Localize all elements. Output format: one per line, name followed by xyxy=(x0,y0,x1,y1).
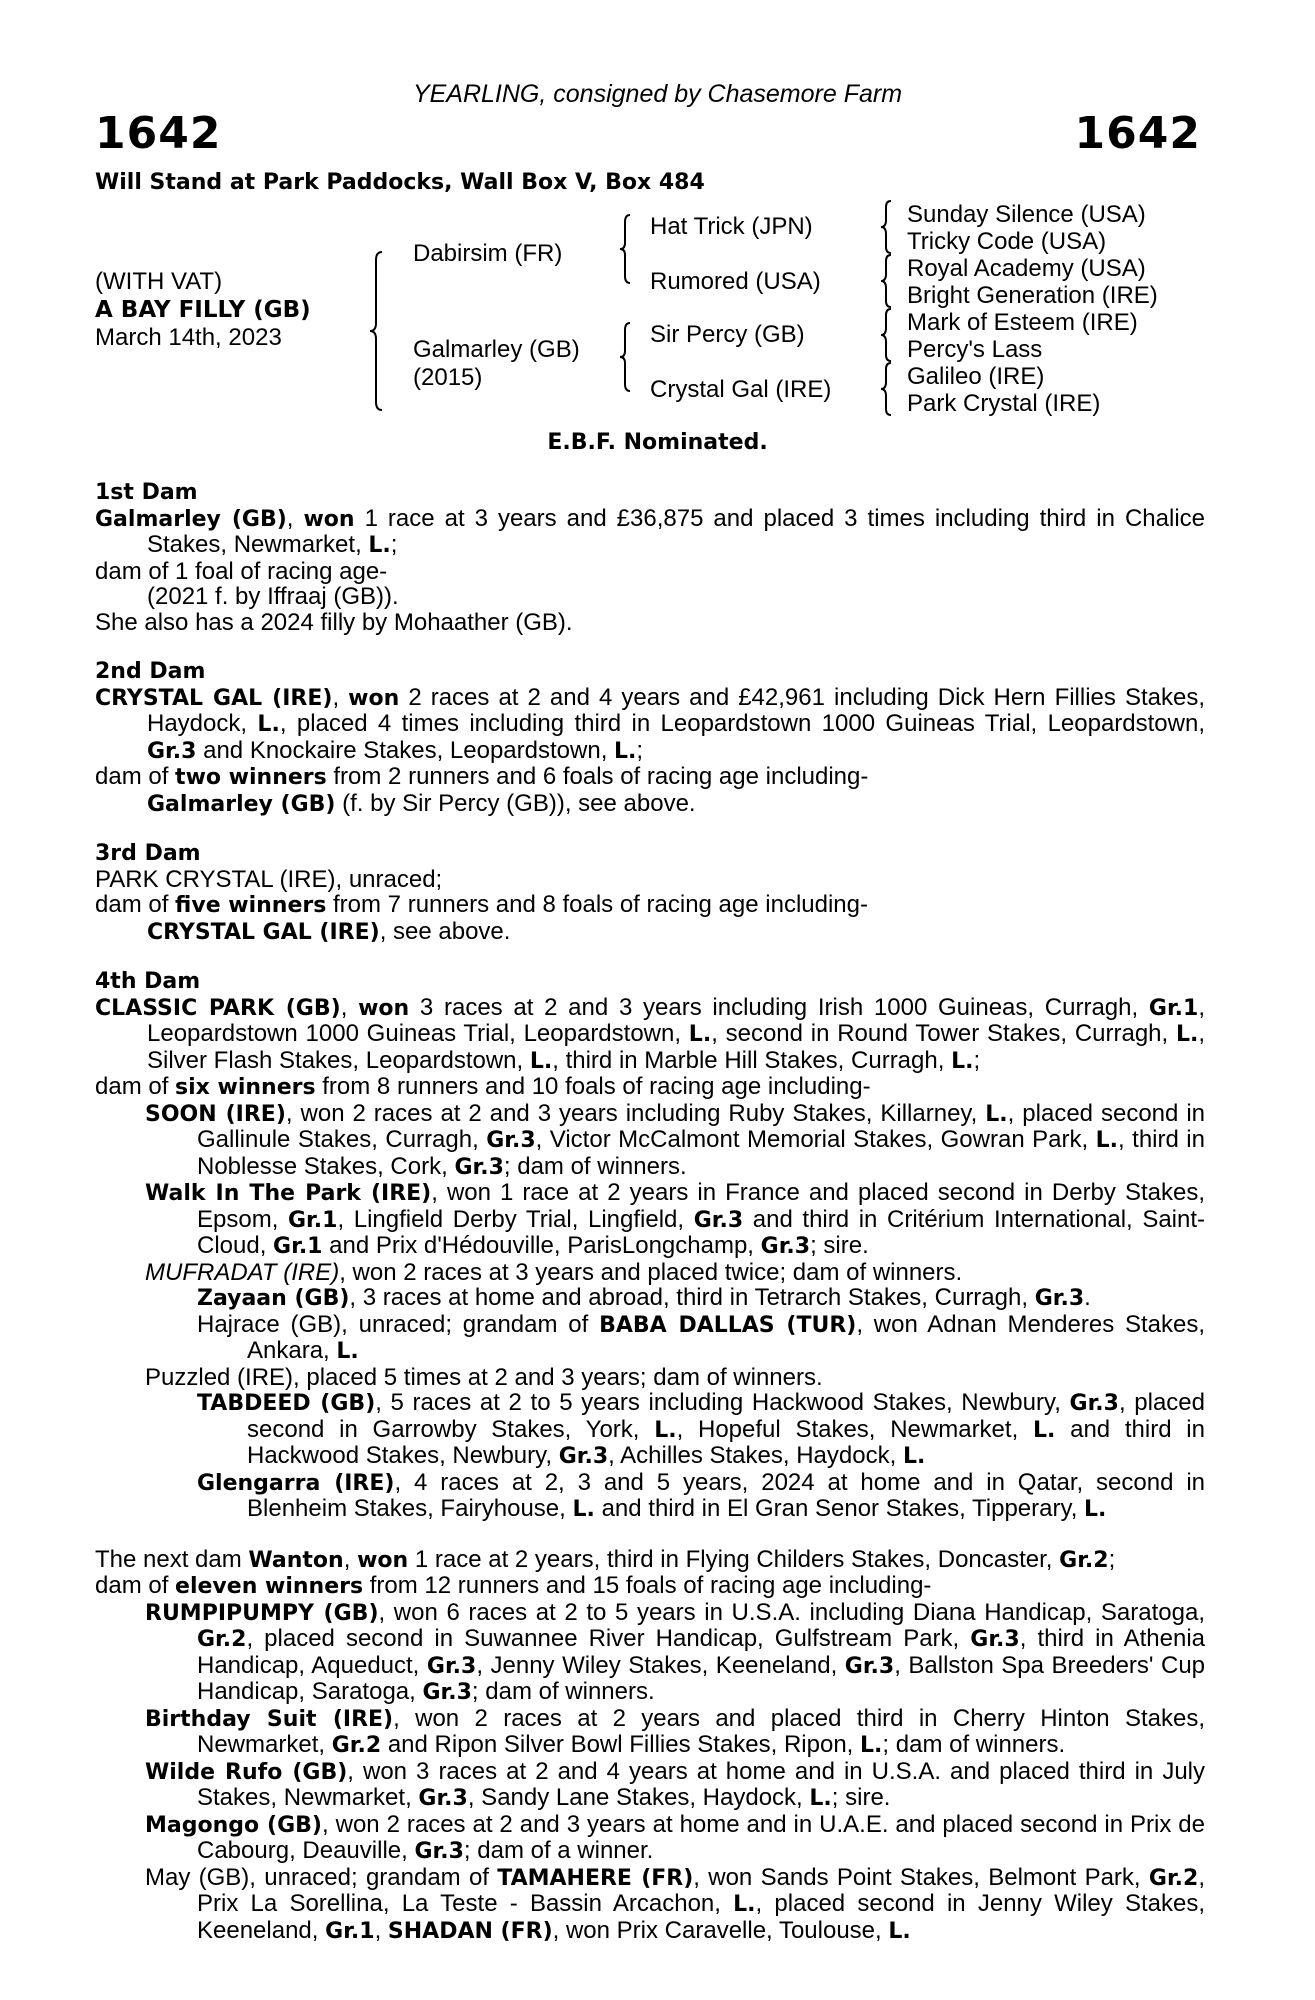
stand-location: Will Stand at Park Paddocks, Wall Box V, Box 484 xyxy=(95,170,705,195)
consignment-line: YEARLING, consigned by Chasemore Farm xyxy=(412,80,903,108)
produce-entry: RUMPIPUMPY (GB), won 6 races at 2 to 5 years in U.S.A. including Diana Handicap, Saratoga, Gr.2, placed second in Suwannee River Handicap, Gulfstream Park, Gr.3, third in Athenia Handicap, Aqueduct, Gr.3, Jenny Wiley Stakes, Keeneland, Gr.3, Ballston Spa Breeders' Cup Handicap, Saratoga, Gr.3; dam of winners. xyxy=(145,1598,1206,1705)
produce-entry: Hajrace (GB), unraced; grandam of BABA DALLAS (TUR), won Adnan Menderes Stakes, Ankara, L. xyxy=(197,1310,1206,1364)
grandsire-7: Galileo (IRE) xyxy=(907,363,1045,390)
section-heading: 1st Dam xyxy=(95,480,198,505)
dam-race-record: PARK CRYSTAL (IRE), unraced; xyxy=(95,865,443,893)
produce-entry: Zayaan (GB), 3 races at home and abroad, third in Tetrarch Stakes, Curragh, Gr.3. xyxy=(197,1284,1091,1311)
fourth-dam-section xyxy=(95,969,1205,1523)
first-dam-section xyxy=(95,480,1205,635)
produce-entry: MUFRADAT (IRE), won 2 races at 3 years and placed twice; dam of winners. xyxy=(145,1258,963,1286)
foal-summary: dam of two winners from 2 runners and 6 foals of racing age including- xyxy=(95,763,869,790)
third-dam-section xyxy=(95,841,1205,945)
granddam-2: Tricky Code (USA) xyxy=(907,228,1107,255)
dam-race-record: Galmarley (GB), won 1 race at 3 years and £36,875 and placed 3 times including third in Chalice Stakes, Newmarket, L.; xyxy=(95,504,1205,558)
dam-year: (2015) xyxy=(413,364,483,391)
produce-entry: May (GB), unraced; grandam of TAMAHERE (FR), won Sands Point Stakes, Belmont Park, Gr.2, Prix La Sorellina, La Teste - Bassin Arcachon, L., placed second in Jenny Wiley Stakes, Keeneland, Gr.1, SHADAN (FR), won Prix Caravelle, Toulouse, L. xyxy=(145,1863,1206,1944)
foal-summary: dam of five winners from 7 runners and 8 foals of racing age including- xyxy=(95,891,868,918)
section-heading: 4th Dam xyxy=(95,969,201,994)
dam-lines xyxy=(95,480,1205,1944)
dam-dam: Crystal Gal (IRE) xyxy=(650,376,832,403)
produce-entry: Birthday Suit (IRE), won 2 races at 2 years and placed third in Cherry Hinton Stakes, Newmarket, Gr.2 and Ripon Silver Bowl Fillies Stakes, Ripon, L.; dam of winners. xyxy=(145,1704,1205,1758)
grandsire-5: Mark of Esteem (IRE) xyxy=(907,309,1138,336)
next-dam-section xyxy=(95,1547,1205,1945)
produce-entry: Puzzled (IRE), placed 5 times at 2 and 3 years; dam of winners. xyxy=(145,1363,823,1391)
dam-race-record: The next dam Wanton, won 1 race at 2 years, third in Flying Childers Stakes, Doncaster, Gr.2; xyxy=(95,1545,1116,1573)
produce-entry: CRYSTAL GAL (IRE), see above. xyxy=(147,917,511,945)
pedigree-chart xyxy=(0,0,1315,440)
sire-dam: Rumored (USA) xyxy=(650,268,821,295)
vat-note: (WITH VAT) xyxy=(95,268,223,295)
lot-number-left: 1642 xyxy=(95,108,222,159)
produce-entry: SOON (IRE), won 2 races at 2 and 3 years including Ruby Stakes, Killarney, L., placed second in Gallinule Stakes, Curragh, Gr.3, Victor McCalmont Memorial Stakes, Gowran Park, L., third in Noblesse Stakes, Cork, Gr.3; dam of winners. xyxy=(145,1099,1206,1180)
produce-entry: Magongo (GB), won 2 races at 2 and 3 years at home and in U.A.E. and placed second in Prix de Cabourg, Deauville, Gr.3; dam of a winner. xyxy=(145,1810,1205,1864)
grandsire-3: Royal Academy (USA) xyxy=(907,255,1146,282)
dam-sire: Sir Percy (GB) xyxy=(650,321,805,348)
horse-name: A BAY FILLY (GB) xyxy=(95,297,311,323)
second-dam-section xyxy=(95,659,1205,817)
section-heading: 3rd Dam xyxy=(95,841,201,866)
foal-summary: dam of 1 foal of racing age- xyxy=(95,557,388,585)
granddam-8: Park Crystal (IRE) xyxy=(907,390,1101,417)
produce-note: She also has a 2024 filly by Mohaather (GB). xyxy=(95,608,573,636)
foal-summary: dam of eleven winners from 12 runners and 15 foals of racing age including- xyxy=(95,1572,932,1599)
lot-number-right: 1642 xyxy=(1074,108,1201,159)
sire-sire: Hat Trick (JPN) xyxy=(650,213,813,240)
dam-race-record: CLASSIC PARK (GB), won 3 races at 2 and 3 years including Irish 1000 Guineas, Curragh, Gr.1, Leopardstown 1000 Guineas Trial, Leopardstown, L., second in Round Tower Stakes, Curragh, L., Silver Flash Stakes, Leopardstown, L., third in Marble Hill Stakes, Curragh, L.; xyxy=(95,993,1206,1074)
sire: Dabirsim (FR) xyxy=(413,240,563,267)
granddam-6: Percy's Lass xyxy=(907,336,1043,363)
foal-summary: dam of six winners from 8 runners and 10 foals of racing age including- xyxy=(95,1073,871,1100)
produce-entry: Wilde Rufo (GB), won 3 races at 2 and 4 years at home and in U.S.A. and placed third in July Stakes, Newmarket, Gr.3, Sandy Lane Stakes, Haydock, L.; sire. xyxy=(145,1757,1205,1811)
grandsire-1: Sunday Silence (USA) xyxy=(907,201,1146,228)
section-heading: 2nd Dam xyxy=(95,659,206,684)
foaling-date: March 14th, 2023 xyxy=(95,324,282,351)
ebf-nomination: E.B.F. Nominated. xyxy=(547,430,768,455)
granddam-4: Bright Generation (IRE) xyxy=(907,282,1158,309)
produce-entry: Galmarley (GB) (f. by Sir Percy (GB)), see above. xyxy=(147,789,696,817)
dam: Galmarley (GB) xyxy=(413,336,580,363)
produce-entry: (2021 f. by Iffraaj (GB)). xyxy=(147,583,399,610)
dam-race-record: CRYSTAL GAL (IRE), won 2 races at 2 and 4 years and £42,961 including Dick Hern Fillies Stakes, Haydock, L., placed 4 times including third in Leopardstown 1000 Guineas Trial, Leopardstown, Gr.3 and Knockaire Stakes, Leopardstown, L.; xyxy=(95,683,1206,764)
produce-entry: Walk In The Park (IRE), won 1 race at 2 years in France and placed second in Derby Stakes, Epsom, Gr.1, Lingfield Derby Trial, Lingfield, Gr.3 and third in Critérium International, Saint-Cloud, Gr.1 and Prix d'Hédouville, ParisLongchamp, Gr.3; sire. xyxy=(145,1179,1206,1259)
produce-entry: TABDEED (GB), 5 races at 2 to 5 years including Hackwood Stakes, Newbury, Gr.3, placed second in Garrowby Stakes, York, L., Hopeful Stakes, Newmarket, L. and third in Hackwood Stakes, Newbury, Gr.3, Achilles Stakes, Haydock, L. xyxy=(197,1389,1205,1469)
produce-entry: Glengarra (IRE), 4 races at 2, 3 and 5 years, 2024 at home and in Qatar, second in Blenheim Stakes, Fairyhouse, L. and third in El Gran Senor Stakes, Tipperary, L. xyxy=(197,1468,1205,1522)
